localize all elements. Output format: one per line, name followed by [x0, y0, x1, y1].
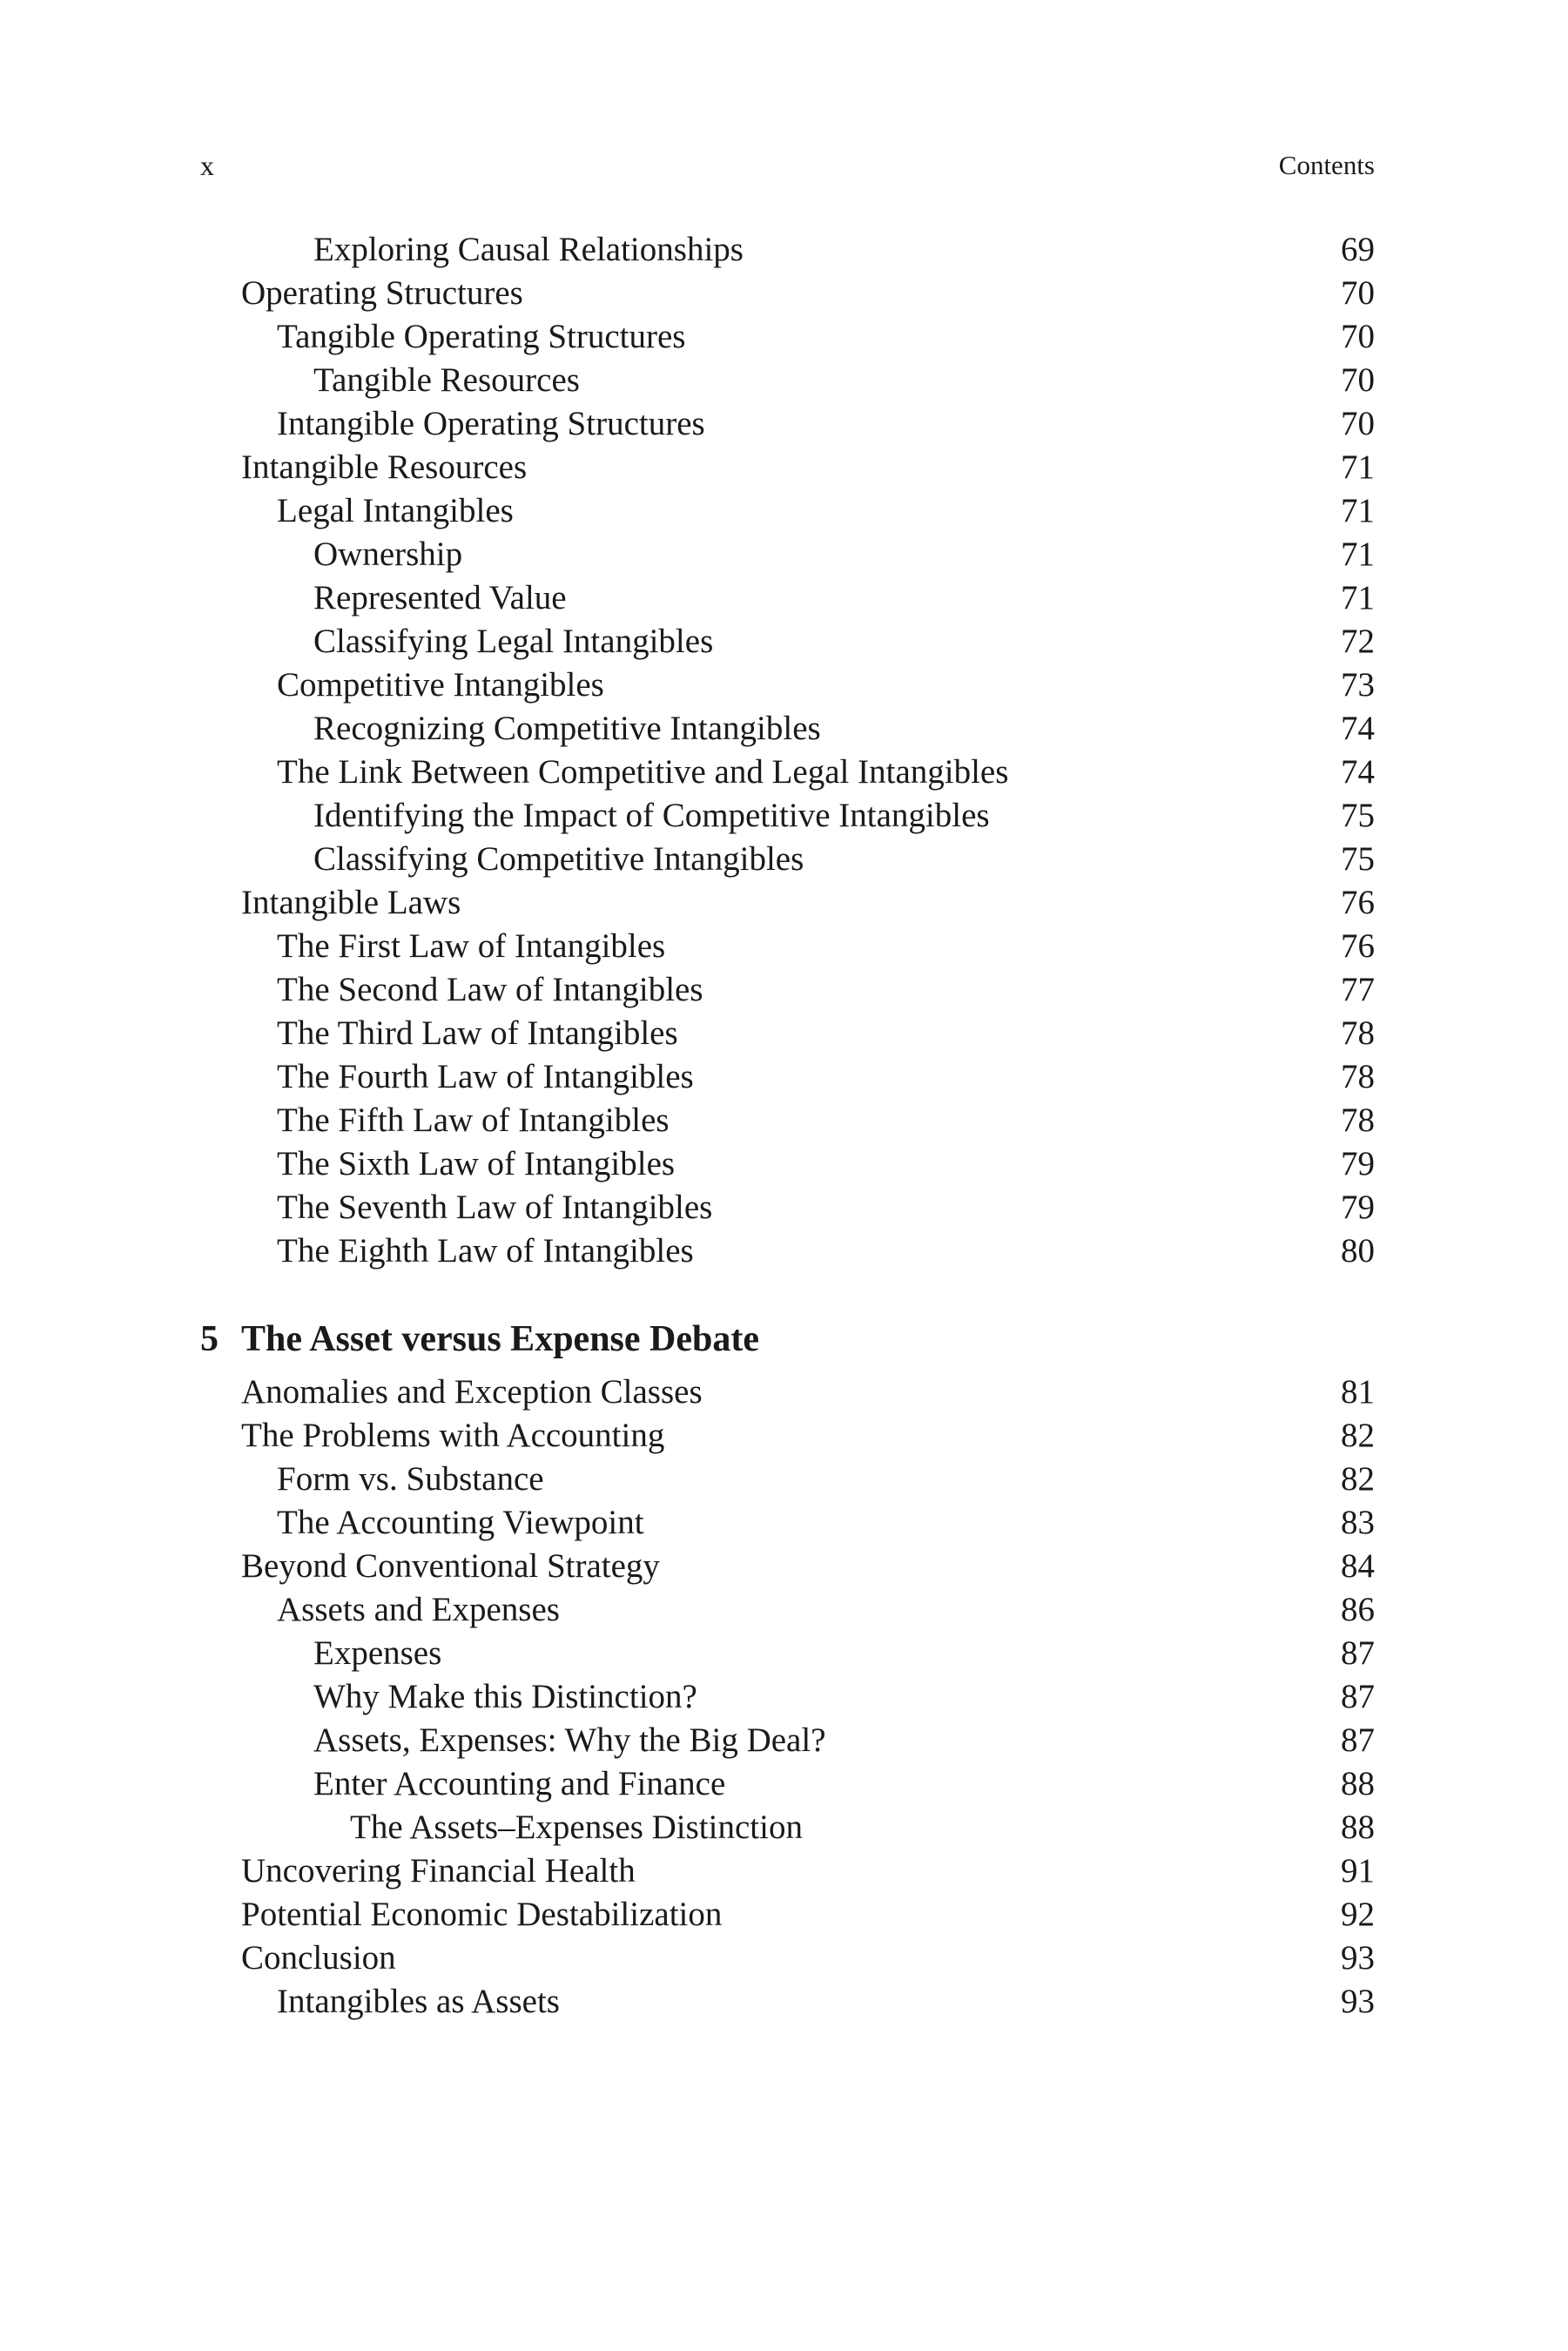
toc-entry-page: 80: [1341, 1232, 1375, 1270]
toc-entry: [200, 1099, 1375, 1142]
toc-entry-title: Classifying Legal Intangibles: [313, 623, 714, 660]
toc-entry: [200, 446, 1375, 489]
toc-entry-title: Represented Value: [313, 579, 567, 616]
toc-entry-title: Intangible Laws: [241, 884, 461, 921]
toc-entry-title: Form vs. Substance: [277, 1460, 544, 1498]
toc-entry-title: The Problems with Accounting: [241, 1417, 665, 1454]
toc-entry-page: 87: [1341, 1721, 1375, 1759]
toc-entry-page: 72: [1341, 623, 1375, 660]
toc-entry: [200, 576, 1375, 620]
toc-entry: [200, 1012, 1375, 1055]
toc-entry: [200, 1849, 1375, 1893]
toc-entry: [200, 794, 1375, 838]
toc-entry-page: 76: [1341, 884, 1375, 921]
toc-entry: [200, 1229, 1375, 1273]
toc-entry-page: 91: [1341, 1852, 1375, 1890]
toc-entry-page: 70: [1341, 318, 1375, 355]
toc-entry-title: Operating Structures: [241, 274, 523, 312]
toc-entry-title: Tangible Resources: [313, 361, 580, 399]
toc-entry-page: 84: [1341, 1547, 1375, 1585]
toc-entry-page: 77: [1341, 971, 1375, 1008]
toc-entry: [200, 359, 1375, 402]
toc-entry-title: The Seventh Law of Intangibles: [277, 1189, 713, 1226]
chapter-number: 5: [200, 1319, 219, 1359]
toc-entry-title: Exploring Causal Relationships: [313, 231, 744, 268]
toc-entry-title: Beyond Conventional Strategy: [241, 1547, 660, 1585]
toc-entry-page: 69: [1341, 231, 1375, 268]
toc-entry: [200, 315, 1375, 359]
toc-entry: [200, 1719, 1375, 1762]
toc-entry: [200, 1186, 1375, 1229]
toc-entry-title: The Fourth Law of Intangibles: [277, 1058, 694, 1095]
toc-entry: [200, 968, 1375, 1012]
toc-entry: [200, 1501, 1375, 1545]
toc-entry: [200, 751, 1375, 794]
toc-entry-page: 82: [1341, 1460, 1375, 1498]
toc-entry-page: 78: [1341, 1058, 1375, 1095]
toc-entry-title: Potential Economic Destabilization: [241, 1896, 723, 1933]
toc-entry-page: 70: [1341, 274, 1375, 312]
toc-entry-title: Anomalies and Exception Classes: [241, 1373, 703, 1411]
toc-entry: [200, 1055, 1375, 1099]
toc-entry-title: Assets and Expenses: [277, 1591, 560, 1628]
toc-entry-title: Ownership: [313, 536, 463, 573]
toc-entry-title: Competitive Intangibles: [277, 666, 604, 704]
page-number: x: [200, 150, 214, 181]
toc-entry-page: 70: [1341, 361, 1375, 399]
toc-section-chapter-5: [200, 1371, 1375, 2024]
toc-entry-page: 82: [1341, 1417, 1375, 1454]
toc-entry-title: The Accounting Viewpoint: [277, 1504, 644, 1541]
toc-entry-page: 87: [1341, 1678, 1375, 1715]
toc-entry: [200, 1545, 1375, 1588]
toc-entry-page: 79: [1341, 1189, 1375, 1226]
toc-entry-page: 81: [1341, 1373, 1375, 1411]
toc-entry: [200, 707, 1375, 751]
chapter-title: The Asset versus Expense Debate: [241, 1319, 759, 1359]
toc-entry-page: 76: [1341, 927, 1375, 965]
toc-entry-page: 92: [1341, 1896, 1375, 1933]
toc-entry: [200, 1371, 1375, 1414]
toc-entry-page: 71: [1341, 448, 1375, 486]
toc-section-continued: [200, 228, 1375, 1273]
toc-entry-page: 74: [1341, 753, 1375, 791]
toc-entry: [200, 925, 1375, 968]
toc-entry-title: Conclusion: [241, 1939, 396, 1977]
running-head: [200, 150, 1375, 185]
toc-entry-title: The Assets–Expenses Distinction: [350, 1809, 803, 1846]
toc-entry: [200, 620, 1375, 664]
toc-entry: [200, 1414, 1375, 1458]
toc-entry-page: 71: [1341, 492, 1375, 529]
toc-entry-title: Recognizing Competitive Intangibles: [313, 710, 821, 747]
toc-entry-page: 75: [1341, 840, 1375, 878]
toc-entry: [200, 489, 1375, 533]
toc-entry-page: 93: [1341, 1983, 1375, 2020]
toc-entry-title: The Eighth Law of Intangibles: [277, 1232, 694, 1270]
toc-entry-title: Classifying Competitive Intangibles: [313, 840, 804, 878]
toc-entry-page: 71: [1341, 579, 1375, 616]
toc-entry-title: Intangible Operating Structures: [277, 405, 705, 442]
toc-entry-title: The Second Law of Intangibles: [277, 971, 703, 1008]
toc-entry-title: Legal Intangibles: [277, 492, 514, 529]
toc-entry: [200, 533, 1375, 576]
chapter-heading: [200, 1312, 1375, 1366]
toc-entry: [200, 1806, 1375, 1849]
toc-entry-page: 75: [1341, 797, 1375, 834]
toc-entry-title: Identifying the Impact of Competitive Intangibles: [313, 797, 990, 834]
toc-entry-page: 83: [1341, 1504, 1375, 1541]
running-title: Contents: [1278, 150, 1375, 180]
toc-entry-title: The Third Law of Intangibles: [277, 1014, 678, 1052]
toc-entry-title: Intangibles as Assets: [277, 1983, 560, 2020]
toc-entry-page: 88: [1341, 1765, 1375, 1802]
toc-entry-page: 70: [1341, 405, 1375, 442]
toc-entry-title: The Link Between Competitive and Legal Intangibles: [277, 753, 1009, 791]
toc-entry: [200, 1937, 1375, 1980]
toc-entry: [200, 1588, 1375, 1632]
toc-entry: [200, 228, 1375, 272]
toc-entry: [200, 1632, 1375, 1675]
toc-entry: [200, 881, 1375, 925]
toc-entry-title: Tangible Operating Structures: [277, 318, 686, 355]
toc-entry: [200, 272, 1375, 315]
toc-entry-title: The First Law of Intangibles: [277, 927, 666, 965]
toc-entry: [200, 1762, 1375, 1806]
toc-entry: [200, 1675, 1375, 1719]
toc-entry: [200, 1980, 1375, 2024]
table-of-contents: [200, 228, 1375, 2024]
toc-entry-title: Enter Accounting and Finance: [313, 1765, 726, 1802]
toc-entry-page: 86: [1341, 1591, 1375, 1628]
toc-entry-title: Why Make this Distinction?: [313, 1678, 697, 1715]
toc-entry: [200, 402, 1375, 446]
toc-entry-page: 88: [1341, 1809, 1375, 1846]
toc-entry-title: Intangible Resources: [241, 448, 528, 486]
toc-entry-page: 93: [1341, 1939, 1375, 1977]
toc-entry-page: 79: [1341, 1145, 1375, 1182]
toc-entry-page: 78: [1341, 1101, 1375, 1139]
toc-entry-title: Assets, Expenses: Why the Big Deal?: [313, 1721, 826, 1759]
toc-entry-page: 73: [1341, 666, 1375, 704]
toc-entry-page: 74: [1341, 710, 1375, 747]
toc-entry: [200, 664, 1375, 707]
toc-entry: [200, 838, 1375, 881]
toc-entry-title: Uncovering Financial Health: [241, 1852, 636, 1890]
toc-entry: [200, 1893, 1375, 1937]
toc-entry-page: 71: [1341, 536, 1375, 573]
toc-entry: [200, 1142, 1375, 1186]
toc-entry-page: 78: [1341, 1014, 1375, 1052]
toc-entry-title: The Fifth Law of Intangibles: [277, 1101, 670, 1139]
toc-entry-title: The Sixth Law of Intangibles: [277, 1145, 676, 1182]
toc-entry-page: 87: [1341, 1634, 1375, 1672]
toc-entry-title: Expenses: [313, 1634, 442, 1672]
toc-entry: [200, 1458, 1375, 1501]
